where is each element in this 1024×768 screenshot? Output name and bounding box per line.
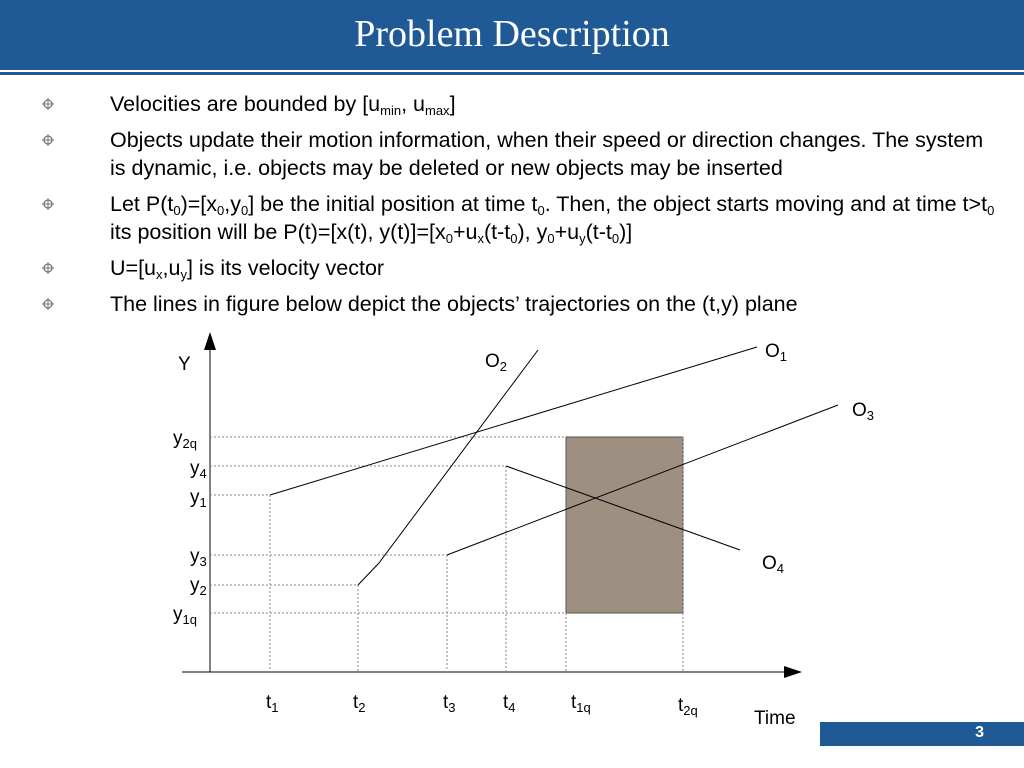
x-tick-label: $t_{2q}$ (678, 695, 698, 718)
x-tick-label: $t_2$ (353, 692, 366, 715)
page-number: 3 (975, 724, 984, 741)
y-tick-label: $y_{2q}$ (173, 428, 197, 451)
bullet-velocity-bounds: Velocities are bounded by [$u_{min}$, $u_{max}$] (40, 90, 1000, 118)
y-axis-label: Y (178, 354, 191, 375)
y-axis-arrow (204, 332, 216, 350)
x-axis-label: Time (754, 708, 796, 729)
x-axis-arrow (784, 666, 802, 678)
object-label-o2: $O_2$ (485, 351, 508, 374)
slide-title: Problem Description (354, 13, 670, 55)
bullet-trajectories: The lines in figure below depict the objects’ trajectories on the (t,y) plane (40, 290, 1000, 318)
query-region (566, 437, 683, 613)
object-label-o1: $O_1$ (765, 341, 788, 364)
y-tick-label: $y_{1q}$ (173, 604, 197, 627)
x-tick-label: $t_4$ (503, 692, 516, 715)
x-tick-label: $t_3$ (443, 692, 456, 715)
y-tick-label: $y_2$ (190, 575, 207, 598)
footer-bar (820, 722, 1024, 746)
x-tick-label: $t_{1q}$ (571, 692, 591, 715)
object-label-o3: $O_3$ (852, 400, 875, 423)
y-tick-label: $y_4$ (190, 458, 207, 481)
y-tick-label: $y_3$ (190, 546, 207, 569)
x-tick-label: $t_1$ (266, 692, 279, 715)
bullet-updates: Objects update their motion information, when their speed or direction changes. The system is dynamic, i.e. objects may be deleted or new objects may be inserted (40, 126, 1000, 182)
trajectory-o1 (270, 347, 757, 495)
bullet-position: Let $P(t_0)=[x_0,y_0]$ be the initial position at time $t_0$. Then, the object starts moving and at time $t>t_0$ its position will be P(t)=[x(t), $y(t)]=[x_0+u_x(t-t_0)$, $y_0+u_y(t-t_0)$] (40, 190, 1000, 246)
object-label-o4: $O_4$ (762, 553, 785, 576)
bullet-velocity-vector: $U=[u_x,u_y]$ is its velocity vector (40, 254, 1000, 282)
y-tick-label: $y_1$ (190, 487, 207, 510)
